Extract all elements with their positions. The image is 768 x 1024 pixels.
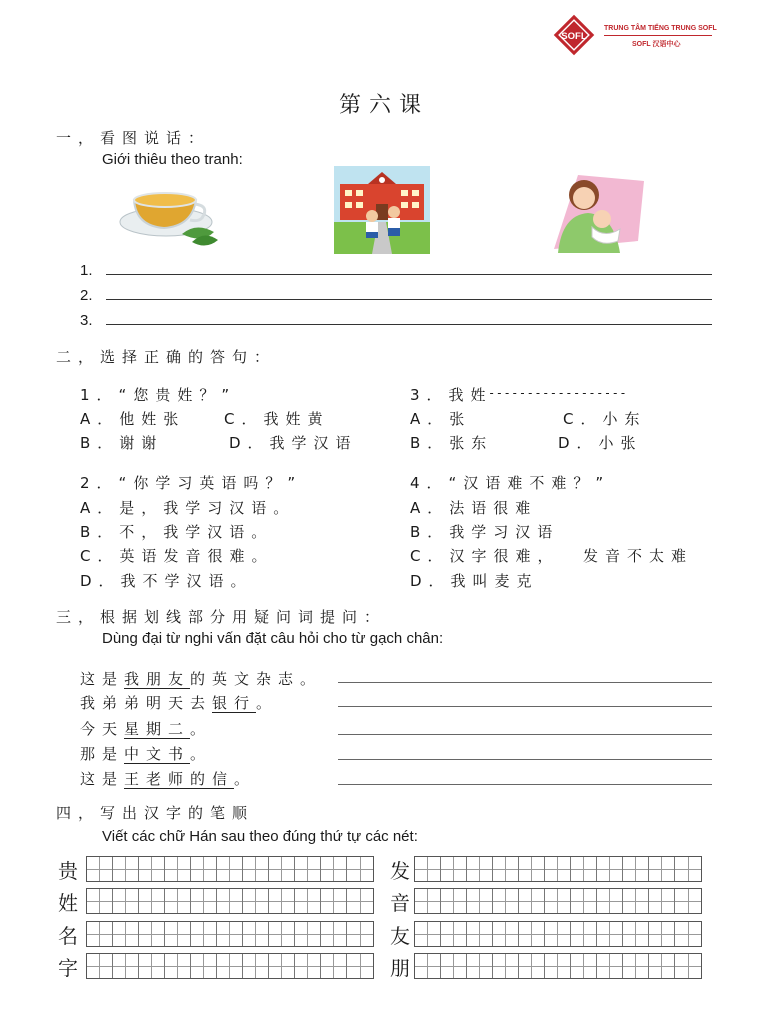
sentence-3-answer-line[interactable] [338, 734, 712, 735]
answer-number-1: 1. [80, 262, 93, 279]
practice-grid-cell[interactable] [493, 857, 519, 881]
practice-grid-cell[interactable] [295, 954, 321, 978]
practice-grid-cell[interactable] [87, 889, 113, 913]
practice-grid-cell[interactable] [113, 889, 139, 913]
practice-grid-cell[interactable] [415, 922, 441, 946]
practice-grid-cell[interactable] [649, 889, 675, 913]
sentence-2 [80, 692, 278, 713]
practice-grid-cell[interactable] [519, 954, 545, 978]
sentence-4-post: 。 [190, 745, 213, 763]
logo-text: SOFL [561, 30, 587, 42]
practice-grid-cell[interactable] [493, 889, 519, 913]
practice-grid-row-left-1 [86, 856, 374, 882]
practice-grid-cell[interactable] [139, 857, 165, 881]
practice-grid-cell[interactable] [217, 889, 243, 913]
practice-grid-cell[interactable] [165, 857, 191, 881]
practice-grid-cell[interactable] [519, 922, 545, 946]
sentence-2-post: 。 [256, 694, 279, 712]
sentence-3-pre: 今天 [80, 720, 125, 738]
practice-grid-cell[interactable] [165, 889, 191, 913]
page-title: 第六课 [338, 93, 429, 118]
practice-grid-cell[interactable] [467, 954, 493, 978]
practice-grid-cell[interactable] [217, 954, 243, 978]
practice-grid-cell[interactable] [295, 889, 321, 913]
practice-grid-cell[interactable] [347, 954, 373, 978]
practice-grid-cell[interactable] [347, 889, 373, 913]
practice-char-left-2: 姓 [58, 891, 78, 915]
practice-grid-cell[interactable] [269, 954, 295, 978]
sentence-2-pre: 我弟弟明天去 [80, 694, 213, 712]
practice-grid-cell[interactable] [87, 922, 113, 946]
practice-char-left-3: 名 [58, 924, 78, 948]
sentence-3-post: 。 [190, 720, 213, 738]
practice-grid-cell[interactable] [441, 922, 467, 946]
practice-grid-cell[interactable] [113, 922, 139, 946]
q1-option-b[interactable]: B．谢谢 [80, 434, 164, 452]
sentence-1-answer-line[interactable] [338, 682, 712, 683]
practice-grid-cell[interactable] [623, 922, 649, 946]
practice-grid-cell[interactable] [243, 889, 269, 913]
practice-grid-cell[interactable] [519, 889, 545, 913]
practice-grid-cell[interactable] [415, 857, 441, 881]
practice-grid-cell[interactable] [243, 954, 269, 978]
practice-grid-cell[interactable] [545, 889, 571, 913]
practice-grid-cell[interactable] [675, 954, 701, 978]
q2-option-a[interactable]: A．是，我学习汉语。 [80, 499, 296, 517]
practice-grid-cell[interactable] [467, 857, 493, 881]
sentence-4-answer-line[interactable] [338, 759, 712, 760]
practice-grid-cell[interactable] [649, 857, 675, 881]
practice-grid-cell[interactable] [295, 922, 321, 946]
practice-grid-cell[interactable] [191, 922, 217, 946]
practice-grid-cell[interactable] [87, 857, 113, 881]
practice-grid-cell[interactable] [571, 857, 597, 881]
practice-grid-cell[interactable] [347, 857, 373, 881]
practice-grid-row-right-3 [414, 921, 702, 947]
practice-grid-cell[interactable] [441, 954, 467, 978]
sentence-5-underlined: 王老师的信 [124, 770, 235, 788]
sentence-1 [80, 668, 322, 689]
practice-grid-cell[interactable] [675, 922, 701, 946]
question-4: 4．“汉语难不难？” [410, 474, 611, 492]
sentence-4-pre: 那是 [80, 745, 125, 763]
section1-subtitle: Giới thiêu theo tranh: [102, 151, 243, 168]
practice-char-right-3: 友 [390, 924, 410, 948]
practice-grid-cell[interactable] [467, 922, 493, 946]
question-2: 2．“你学习英语吗？” [80, 474, 303, 492]
brand-line-1: TRUNG TÂM TIẾNG TRUNG SOFL [604, 25, 717, 32]
q3-option-c[interactable]: C．小东 [563, 410, 647, 428]
question-3-blank[interactable]: ------------------ [488, 386, 628, 400]
answer-line-1[interactable] [106, 274, 712, 275]
q3-option-a[interactable]: A．张 [410, 410, 472, 428]
practice-grid-cell[interactable] [649, 922, 675, 946]
practice-grid-cell[interactable] [295, 857, 321, 881]
sentence-4-underlined: 中文书 [124, 745, 191, 763]
practice-grid-cell[interactable] [571, 954, 597, 978]
practice-char-left-1: 贵 [58, 859, 78, 883]
practice-grid-row-left-4 [86, 953, 374, 979]
sentence-3-underlined: 星期二 [124, 720, 191, 738]
practice-grid-row-right-2 [414, 888, 702, 914]
practice-grid-cell[interactable] [545, 954, 571, 978]
sentence-5 [80, 768, 256, 789]
practice-grid-cell[interactable] [675, 889, 701, 913]
practice-grid-cell[interactable] [571, 922, 597, 946]
brand-divider [604, 35, 712, 36]
practice-grid-row-left-3 [86, 921, 374, 947]
question-3: 3．我姓 [410, 386, 493, 404]
answer-number-2: 2. [80, 287, 93, 304]
sentence-5-post: 。 [234, 770, 257, 788]
practice-grid-cell[interactable] [519, 857, 545, 881]
practice-grid-cell[interactable] [623, 954, 649, 978]
practice-grid-cell[interactable] [165, 954, 191, 978]
practice-grid-cell[interactable] [623, 889, 649, 913]
practice-grid-cell[interactable] [441, 889, 467, 913]
practice-grid-cell[interactable] [113, 954, 139, 978]
q1-option-a[interactable]: A．他姓张 [80, 410, 186, 428]
practice-grid-cell[interactable] [675, 857, 701, 881]
practice-grid-cell[interactable] [415, 954, 441, 978]
practice-grid-cell[interactable] [217, 922, 243, 946]
practice-grid-cell[interactable] [191, 954, 217, 978]
practice-char-right-4: 朋 [390, 956, 410, 980]
answer-number-3: 3. [80, 312, 93, 329]
sentence-5-pre: 这是 [80, 770, 125, 788]
practice-grid-cell[interactable] [321, 857, 347, 881]
sentence-1-post: 的英文杂志。 [190, 670, 323, 688]
practice-grid-cell[interactable] [139, 889, 165, 913]
practice-grid-cell[interactable] [243, 857, 269, 881]
practice-grid-cell[interactable] [441, 857, 467, 881]
section3-title: 三，根据划线部分用疑问词提问： [56, 608, 387, 626]
q1-option-c[interactable]: C．我姓黄 [224, 410, 330, 428]
practice-grid-cell[interactable] [415, 889, 441, 913]
mother-baby-image [548, 165, 644, 253]
practice-grid-cell[interactable] [139, 922, 165, 946]
sentence-3 [80, 718, 212, 739]
school-children-image [334, 166, 430, 254]
practice-grid-cell[interactable] [649, 954, 675, 978]
sentence-1-underlined: 我朋友 [124, 670, 191, 688]
question-1: 1．“您贵姓？” [80, 386, 237, 404]
q4-option-d[interactable]: D．我叫麦克 [410, 572, 539, 590]
q2-option-d[interactable]: D．我不学汉语。 [80, 572, 253, 590]
sentence-4 [80, 743, 212, 764]
practice-grid-cell[interactable] [269, 922, 295, 946]
section2-title: 二，选择正确的答句： [56, 348, 277, 366]
q4-option-c[interactable]: C．汉字很难， 发音不太难 [410, 547, 694, 565]
sofl-logo-icon [553, 14, 595, 56]
practice-grid-cell[interactable] [493, 922, 519, 946]
section3-subtitle: Dùng đại từ nghi vấn đặt câu hỏi cho từ gạch chân: [102, 630, 444, 647]
practice-grid-cell[interactable] [139, 954, 165, 978]
q4-option-a[interactable]: A．法语很难 [410, 499, 538, 517]
section4-title: 四，写出汉字的笔顺 [56, 804, 255, 822]
practice-grid-cell[interactable] [217, 857, 243, 881]
practice-grid-cell[interactable] [87, 954, 113, 978]
practice-char-left-4: 字 [58, 956, 78, 980]
practice-grid-cell[interactable] [269, 889, 295, 913]
practice-grid-cell[interactable] [597, 857, 623, 881]
practice-char-right-1: 发 [390, 859, 410, 883]
section4-subtitle: Viết các chữ Hán sau theo đúng thứ tự các nét: [102, 828, 418, 845]
practice-grid-row-left-2 [86, 888, 374, 914]
practice-grid-cell[interactable] [493, 954, 519, 978]
tea-cup-image [118, 182, 223, 252]
q1-option-d[interactable]: D．我学汉语 [229, 434, 358, 452]
practice-grid-cell[interactable] [545, 857, 571, 881]
practice-grid-cell[interactable] [321, 889, 347, 913]
practice-grid-cell[interactable] [571, 889, 597, 913]
sentence-2-answer-line[interactable] [338, 706, 712, 707]
practice-char-right-2: 音 [390, 891, 410, 915]
practice-grid-cell[interactable] [347, 922, 373, 946]
practice-grid-cell[interactable] [191, 857, 217, 881]
practice-grid-cell[interactable] [165, 922, 191, 946]
q2-option-c[interactable]: C．英语发音很难。 [80, 547, 274, 565]
sentence-2-underlined: 银行 [212, 694, 257, 712]
practice-grid-cell[interactable] [243, 922, 269, 946]
q2-option-b[interactable]: B．不，我学汉语。 [80, 523, 274, 541]
practice-grid-cell[interactable] [597, 889, 623, 913]
sentence-1-pre: 这是 [80, 670, 125, 688]
answer-line-3[interactable] [106, 324, 712, 325]
practice-grid-cell[interactable] [321, 954, 347, 978]
practice-grid-cell[interactable] [597, 954, 623, 978]
practice-grid-cell[interactable] [623, 857, 649, 881]
answer-line-2[interactable] [106, 299, 712, 300]
practice-grid-cell[interactable] [321, 922, 347, 946]
practice-grid-cell[interactable] [545, 922, 571, 946]
practice-grid-row-right-1 [414, 856, 702, 882]
sofl-logo [553, 14, 595, 60]
q3-option-b[interactable]: B．张东 [410, 434, 494, 452]
practice-grid-cell[interactable] [191, 889, 217, 913]
practice-grid-cell[interactable] [113, 857, 139, 881]
practice-grid-cell[interactable] [467, 889, 493, 913]
section1-title: 一，看图说话： [56, 129, 211, 147]
q4-option-b[interactable]: B．我学习汉语 [410, 523, 560, 541]
practice-grid-row-right-4 [414, 953, 702, 979]
practice-grid-cell[interactable] [269, 857, 295, 881]
brand-line-2: SOFL 汉语中心 [632, 41, 681, 48]
practice-grid-cell[interactable] [597, 922, 623, 946]
q3-option-d[interactable]: D．小张 [558, 434, 643, 452]
sentence-5-answer-line[interactable] [338, 784, 712, 785]
